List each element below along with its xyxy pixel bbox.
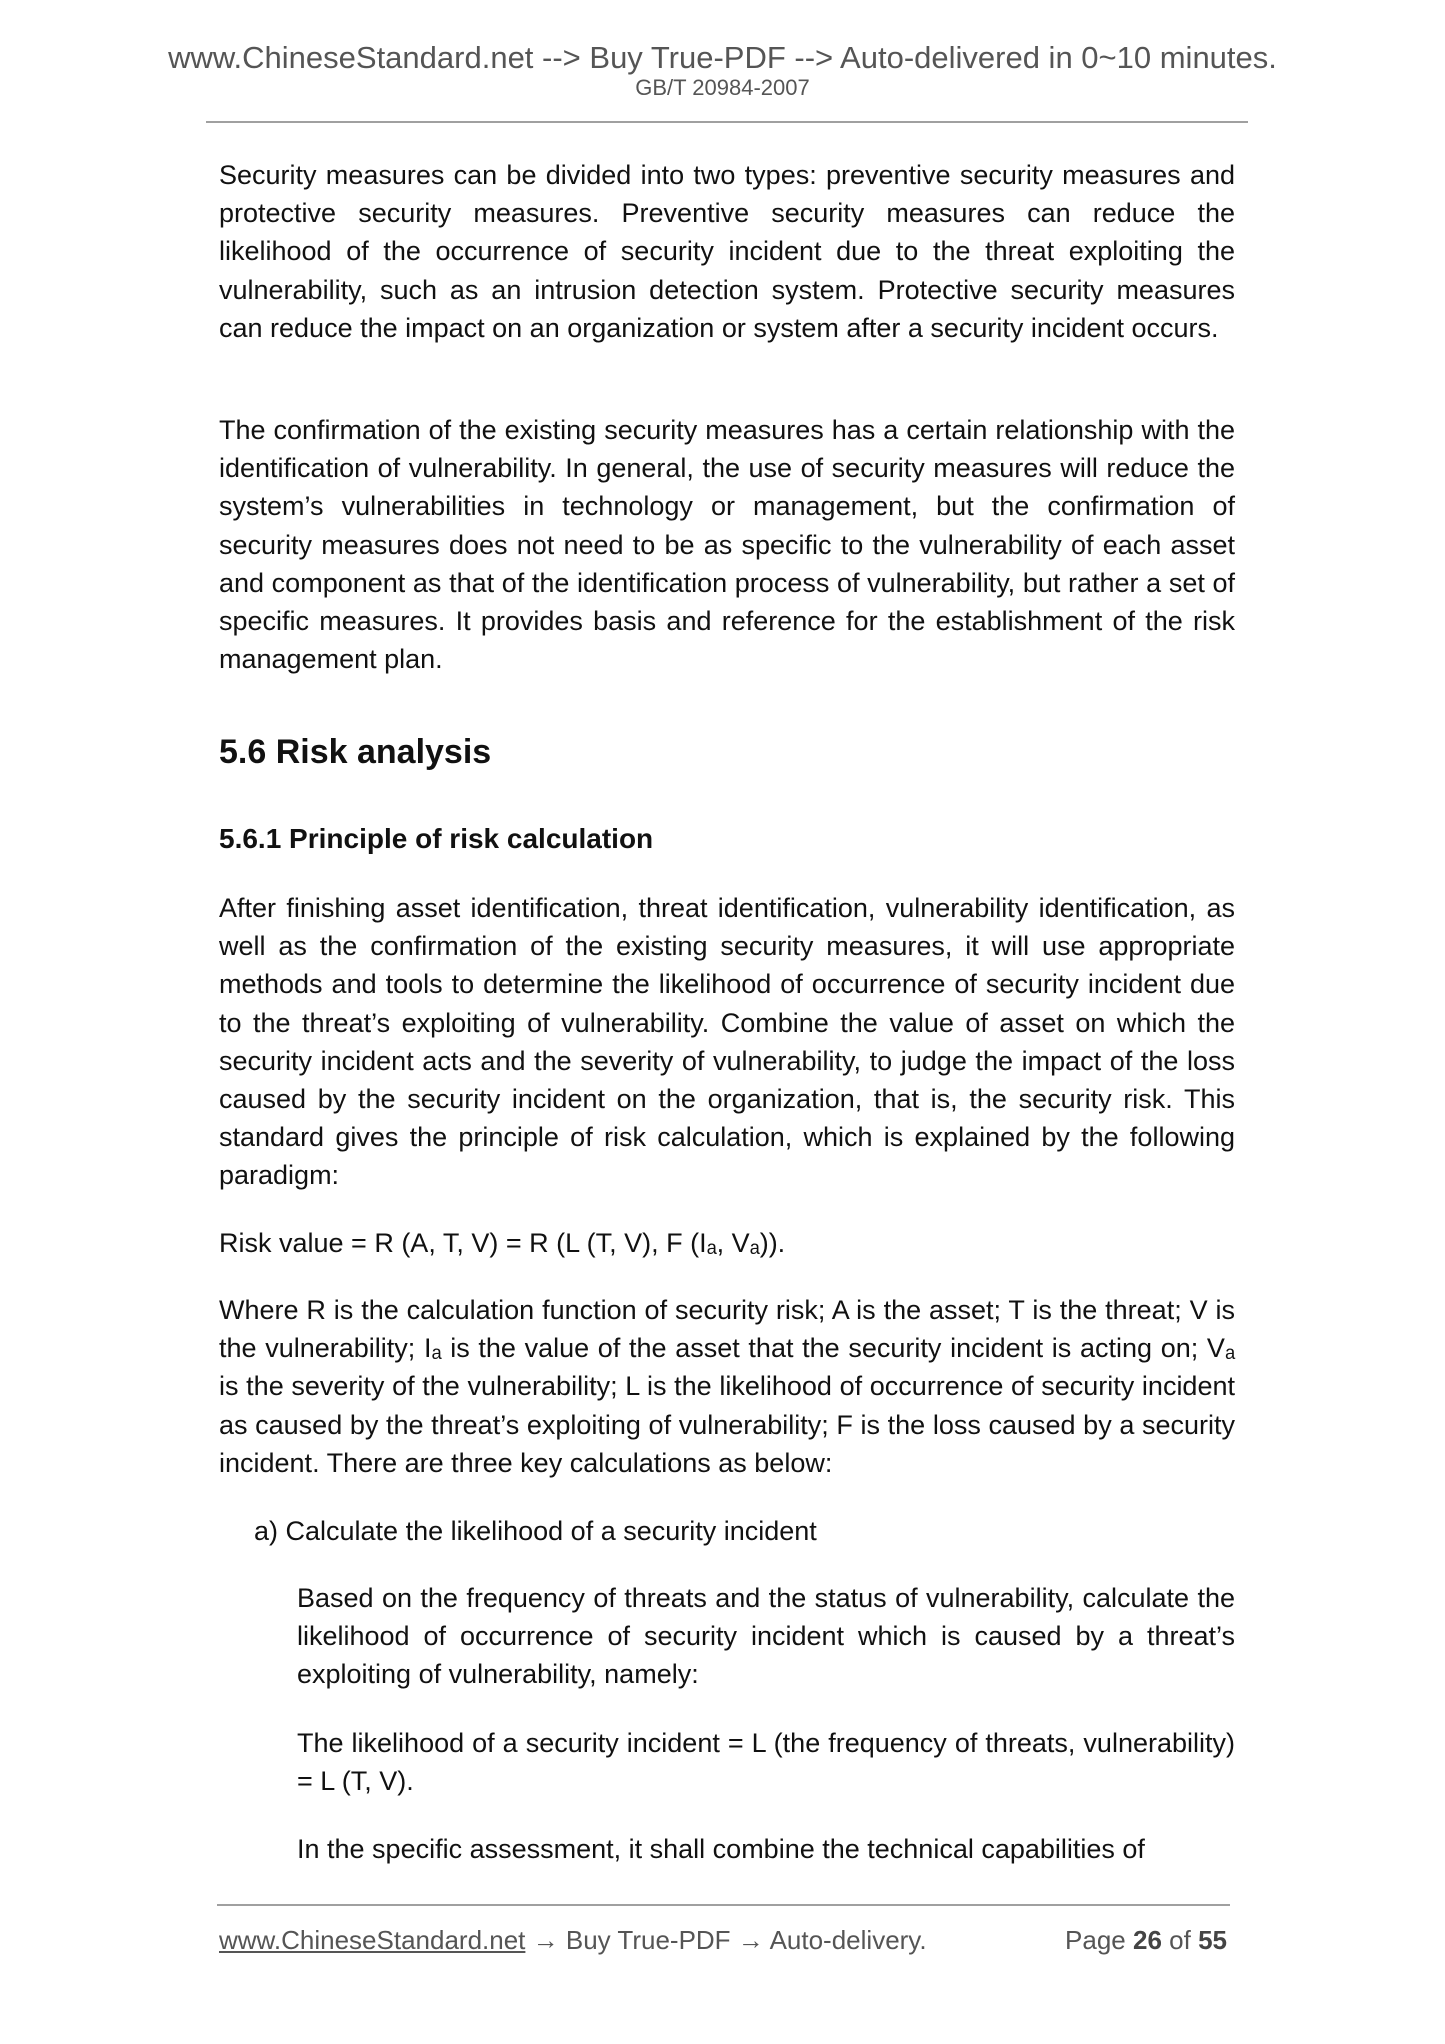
paragraph-confirmation: The confirmation of the existing security measures has a certain relationship with the identification of vulnerability. In general, the use of security measures will reduce the system’s vulnerabilities in technology or management, but the confirmation of security measures does not need to be as specific to the vulnerability of each asset and component as that of the identification process of vulnerability, but rather a set of specific measures. It provides basis and reference for the establishment of the risk management plan. [219,415,1235,675]
paragraph-specific-assessment: In the specific assessment, it shall combine the technical capabilities of [297,1834,1145,1864]
paragraph-frequency: Based on the frequency of threats and the status of vulnerability, calculate the likelihood of occurrence of security incident which is caused by a threat’s exploiting of vulnerability, namely: [297,1583,1235,1690]
document-id: GB/T 20984-2007 [635,75,810,100]
page-indicator [1065,1925,1227,1956]
footer-divider [217,1904,1230,1906]
footer-link[interactable]: www.ChineseStandard.net [219,1925,526,1955]
section-heading-5-6: 5.6 Risk analysis [219,733,492,771]
page-total: 55 [1198,1925,1227,1955]
paragraph-security-measures-types: Security measures can be divided into two types: preventive security measures and protective security measures. Preventive security measures can reduce the likelihood of the occurrence of security incident due to the threat exploiting the vulnerability, such as an intrusion detection system. Protective security measures can reduce the impact on an organization or system after a security incident occurs. [219,160,1235,343]
paragraph-principle: After finishing asset identification, threat identification, vulnerability identification, as well as the confirmation of the existing security measures, it will use appropriate methods and tools to determine the likelihood of occurrence of security incident due to the threat’s exploiting of vulnerability. Combine the value of asset on which the security incident acts and the severity of vulnerability, to judge the impact of the loss caused by the security incident on the organization, that is, the security risk. This standard gives the principle of risk calculation, which is explained by the following paradigm: [219,893,1235,1191]
paragraph-where: Where R is the calculation function of security risk; A is the asset; T is the threat; V is the vulnerability; Iₐ is the value of the asset that the security incident is acting on; Vₐ is the severity of the vulnerability; L is the likelihood of occurrence of security incident as caused by the threat’s exploiting of vulnerability; F is the loss caused by a security incident. There are three key calculations as below: [219,1295,1235,1478]
likelihood-formula: The likelihood of a security incident = L (the frequency of threats, vulnerability) = L (T, V). [297,1728,1235,1797]
page-number: 26 [1133,1925,1162,1955]
list-item-a: a) Calculate the likelihood of a security incident [254,1516,817,1546]
section-heading-5-6-1: 5.6.1 Principle of risk calculation [219,823,654,854]
page-label: Page [1065,1925,1126,1955]
footer-text [219,1925,927,1956]
of-label: of [1169,1925,1191,1955]
footer-rest: → Buy True-PDF → Auto-delivery. [525,1925,927,1955]
risk-formula: Risk value = R (A, T, V) = R (L (T, V), F (Iₐ, Vₐ)). [219,1228,786,1258]
header-banner: www.ChineseStandard.net --> Buy True-PDF --> Auto-delivered in 0~10 minutes. [168,40,1277,75]
header-divider [206,121,1248,123]
